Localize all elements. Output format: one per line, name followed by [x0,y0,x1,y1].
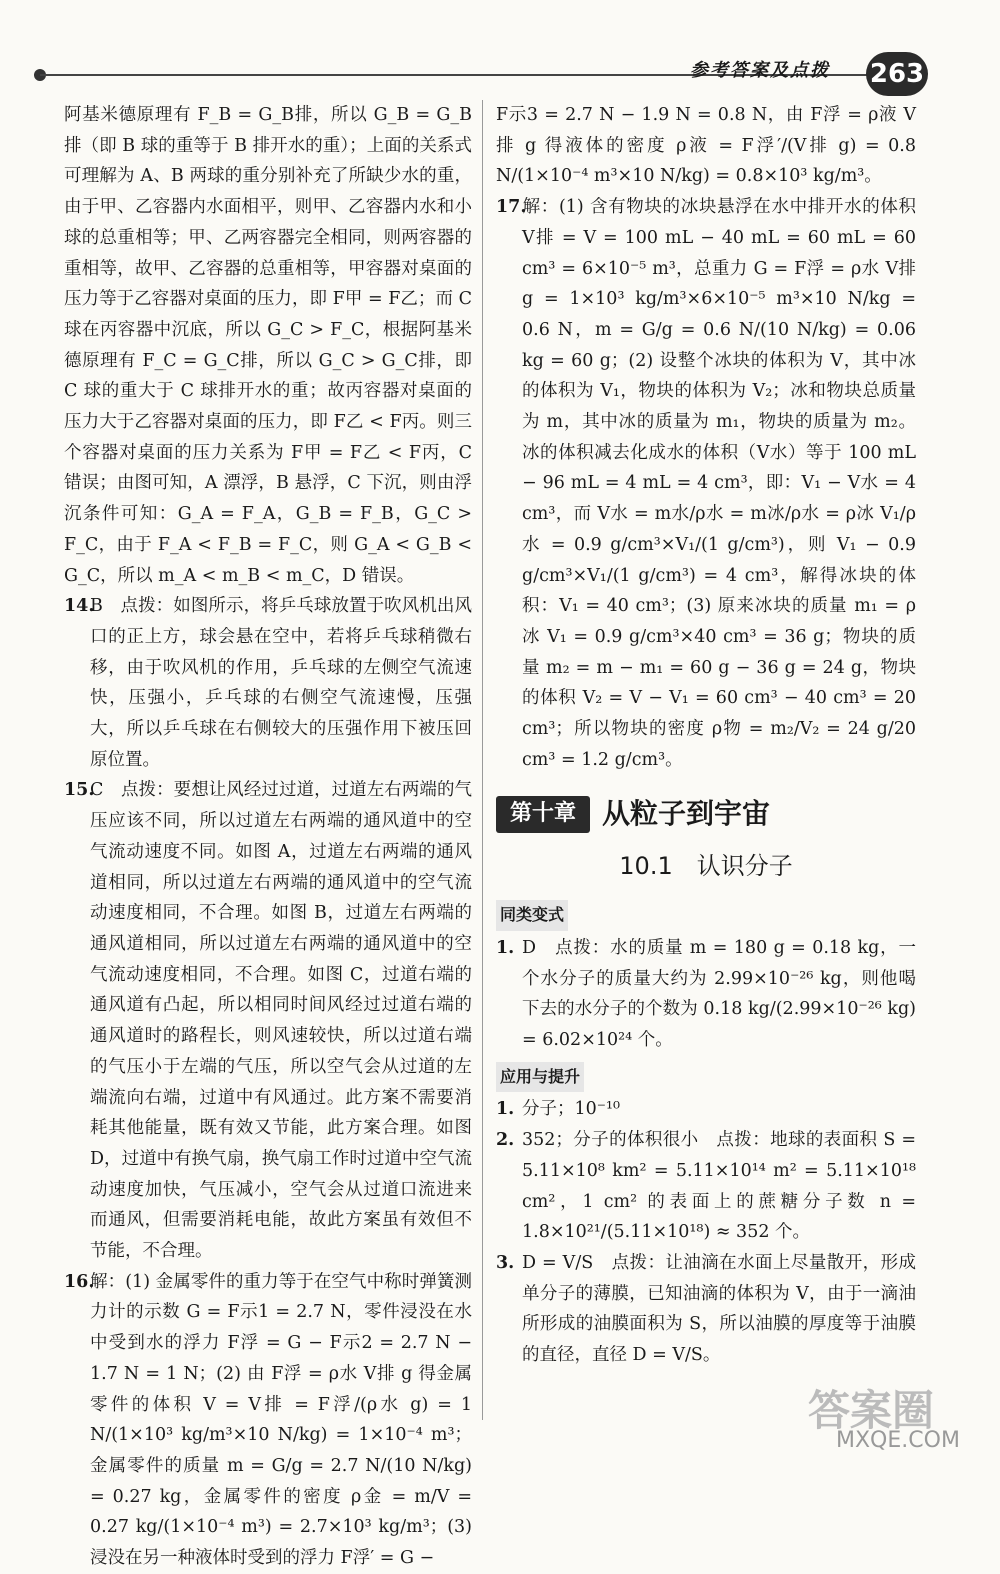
answer-number: 17. [496,197,527,218]
watermark-logo: 答案圈 [808,1386,935,1435]
answer-15 [64,775,472,1266]
answer-number: 1. [496,937,515,958]
sub-heading-variant: 同类变式 [496,900,568,931]
answer-text: B 点拨：如图所示，将乒乓球放置于吹风机出风口的正上方，球会悬在空中，若将乒乓球稍微右移，由于吹风机的作用，乒乓球的左侧空气流速快，压强小，乒乓球的右侧空气流速慢，压强大，所以乒乓球在右侧较大的压强作用下被压回原位置。 [90,596,472,770]
right-column [496,100,916,1371]
answer-text: C 点拨：要想让风经过过道，过道左右两端的气压应该不同，所以过道左右两端的通风道中的空气流动速度不同。如图 A，过道左右两端的通风道相同，所以过道左右两端的通风道中的空气流动速度相同，不合理。如图 B，过道左右两端的通风道相同，所以过道左右两端的通风道中的空气流动速度相同，不合理。如图 C，过道右端的通风道有凸起，所以相同时间风经过过道右端的通风道时的路程长，则风速较快，所以过道右端的气压小于左端的气压，所以空气会从过道的左端流向右端，过道中有风通过。此方案不需要消耗其他能量，既有效又节能，此方案合理。如图 D，过道中有换气扇，换气扇工作时过道中空气流动速度加快，气压减小，空气会从过道口流进来而通风，但需要消耗电能，故此方案虽有效但不节能，不合理。 [90,780,472,1262]
left-column [64,100,472,1574]
answer-number: 3. [496,1252,515,1273]
chapter-title: 从粒子到宇宙 [602,797,771,831]
answer-17 [496,192,916,775]
answer-text: D 点拨：水的质量 m = 180 g = 0.18 kg，一个水分子的质量大约为 2.99×10⁻²⁶ kg，则他喝下去的水分子的个数为 0.18 kg/(2.99×10⁻²⁶ kg) = 6.02×10²⁴ 个。 [522,937,916,1050]
answer-text: 分子；10⁻¹⁰ [522,1099,621,1120]
apply-item-3 [496,1248,916,1371]
chapter-heading [496,793,916,835]
answer-number: 2. [496,1130,515,1151]
answer-number: 15. [64,780,95,801]
apply-item-1 [496,1094,916,1125]
answer-number: 1. [496,1099,515,1120]
variant-item-1 [496,933,916,1056]
answer-number: 14. [64,596,95,617]
header-title: 参考答案及点拨 [690,60,830,81]
answer-number: 16. [64,1271,95,1292]
answer-text: D = V/S 点拨：让油滴在水面上尽量散开，形成单分子的薄膜，已知油滴的体积为 V，由于一滴油所形成的油膜面积为 S，所以油膜的厚度等于油膜的直径，直径 D = V/S。 [522,1252,916,1366]
answer-text: 352；分子的体积很小 点拨：地球的表面积 S = 5.11×10⁸ km² = 5.11×10¹⁴ m² = 5.11×10¹⁸ cm²，1 cm² 的表面上的蔗糖分子数 n = 1.8×10²¹/(5.11×10¹⁸) ≈ 352 个。 [522,1130,916,1243]
apply-item-2 [496,1125,916,1248]
chapter-badge: 第十章 [496,796,590,833]
answer-text: 解：(1) 含有物块的冰块悬浮在水中排开水的体积 V排 = V = 100 mL − 40 mL = 60 mL = 60 cm³ = 6×10⁻⁵ m³，总重力 G = F浮 = ρ水 V排 g = 1×10³ kg/m³×6×10⁻⁵ m³×10 N/kg = 0.6 N，m = G/g = 0.6 N/(10 N/kg) = 0.06 kg = 60 g；(2) 设整个冰块的体积为 V，其中冰的体积为 V₁，物块的体积为 V₂；冰和物块总质量为 m，其中冰的质量为 m₁，物块的质量为 m₂。冰的体积减去化成水的体积（V水）等于 100 mL − 96 mL = 4 mL = 4 cm³，即：V₁ − V水 = 4 cm³，而 V水 = m水/ρ水 = m冰/ρ水 = ρ冰 V₁/ρ水 = 0.9 g/cm³×V₁/(1 g/cm³)，则 V₁ − 0.9 g/cm³×V₁/(1 g/cm³) = 4 cm³，解得冰块的体积：V₁ = 40 cm³；(3) 原来冰块的质量 m₁ = ρ冰 V₁ = 0.9 g/cm³×40 cm³ = 36 g；物块的质量 m₂ = m − m₁ = 60 g − 36 g = 24 g，物块的体积 V₂ = V − V₁ = 60 cm³ − 40 cm³ = 20 cm³；所以物块的密度 ρ物 = m₂/V₂ = 24 g/20 cm³ = 1.2 g/cm³。 [522,197,916,770]
section-title: 10.1 认识分子 [619,852,793,881]
answer-14 [64,591,472,775]
watermark-url: MXQE.COM [836,1428,960,1453]
answer-16 [64,1267,472,1574]
answer-text: 解：(1) 金属零件的重力等于在空气中称时弹簧测力计的示数 G = F示1 = 2.7 N，零件浸没在水中受到水的浮力 F浮 = G − F示2 = 2.7 N − 1.7 N = 1 N；(2) 由 F浮 = ρ水 V排 g 得金属零件的体积 V = V排 = F浮/(ρ水 g) = 1 N/(1×10³ kg/m³×10 N/kg) = 1×10⁻⁴ m³；金属零件的质量 m = G/g = 2.7 N/(10 N/kg) = 0.27 kg，金属零件的密度 ρ金 = m/V = 0.27 kg/(1×10⁻⁴ m³) = 2.7×10³ kg/m³；(3) 浸没在另一种液体时受到的浮力 F浮′ = G − [90,1271,472,1569]
column-divider [482,100,483,1420]
answer-continuation: F示3 = 2.7 N − 1.9 N = 0.8 N，由 F浮 = ρ液 V排 g 得液体的密度 ρ液 = F浮′/(V排 g) = 0.8 N/(1×10⁻⁴ m³×10 N/kg) = 0.8×10³ kg/m³。 [496,105,916,187]
page-number-badge: 263 [866,52,928,96]
sub-heading-apply: 应用与提升 [496,1062,584,1093]
answer-continuation: 阿基米德原理有 F_B = G_B排，所以 G_B = G_B排（即 B 球的重等于 B 排开水的重）；上面的关系式可理解为 A、B 两球的重分别补充了所缺少水的重，由于甲、乙容器内水面相平，则甲、乙容器内水和小球的总重相等；甲、乙两容器完全相同，则两容器的重相等，故甲、乙容器的总重相等，甲容器对桌面的压力等于乙容器对桌面的压力，即 F甲 = F乙；而 C 球在丙容器中沉底，所以 G_C > F_C，根据阿基米德原理有 F_C = G_C排，所以 G_C > G_C排，即 C 球的重大于 C 球排开水的重；故丙容器对桌面的压力大于乙容器对桌面的压力，即 F乙 < F丙。则三个容器对桌面的压力关系为 F甲 = F乙 < F丙，C 错误；由图可知，A 漂浮，B 悬浮，C 下沉，则由浮沉条件可知：G_A = F_A，G_B = F_B，G_C > F_C，由于 F_A < F_B = F_C，则 G_A < G_B < G_C，所以 m_A < m_B < m_C，D 错误。 [64,105,472,586]
